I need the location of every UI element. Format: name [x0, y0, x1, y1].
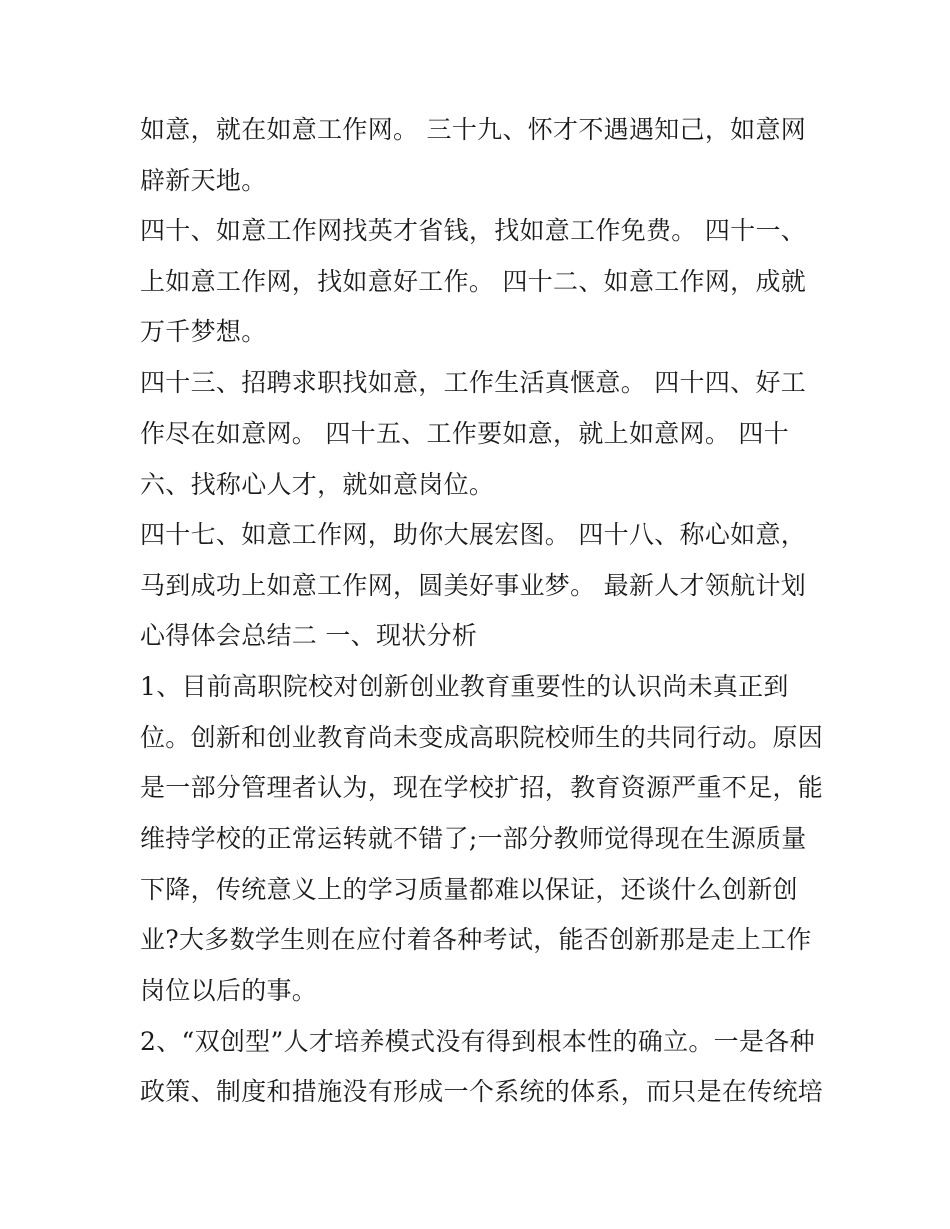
text-line: 辟新天地。 — [140, 166, 267, 195]
text-line: 位。创新和创业教育尚未变成高职院校师生的共同行动。原因 — [140, 723, 824, 752]
text-line: 如意，就在如意工作网。 三十九、怀才不遇遇知己，如意网 — [140, 115, 807, 144]
text-line: 四十七、如意工作网，助你大展宏图。 四十八、称心如意， — [140, 520, 807, 549]
text-line: 上如意工作网，找如意好工作。 四十二、如意工作网，成就 — [140, 267, 807, 296]
text-line: 下降，传统意义上的学习质量都难以保证，还谈什么创新创 — [140, 875, 798, 904]
text-line: 1、目前高职院校对创新创业教育重要性的认识尚未真正到 — [140, 672, 789, 701]
text-line: 心得体会总结二 一、现状分析 — [140, 621, 478, 650]
text-line: 是一部分管理者认为，现在学校扩招，教育资源严重不足，能 — [140, 773, 824, 802]
text-line: 政策、制度和措施没有形成一个系统的体系，而只是在传统培 — [140, 1077, 824, 1106]
text-line: 业?大多数学生则在应付着各种考试，能否创新那是走上工作 — [140, 925, 812, 954]
text-line: 作尽在如意网。 四十五、工作要如意，就上如意网。 四十 — [140, 419, 789, 448]
text-line: 维持学校的正常运转就不错了;一部分教师觉得现在生源质量 — [140, 824, 807, 853]
text-line: 万千梦想。 — [140, 317, 267, 346]
text-line: 马到成功上如意工作网，圆美好事业梦。 最新人才领航计划 — [140, 571, 807, 600]
text-line: 2、“双创型”人才培养模式没有得到根本性的确立。一是各种 — [140, 1027, 815, 1056]
text-line: 四十、如意工作网找英才省钱，找如意工作免费。 四十一、 — [140, 216, 807, 245]
text-line: 四十三、招聘求职找如意，工作生活真惬意。 四十四、好工 — [140, 368, 807, 397]
text-line: 岗位以后的事。 — [140, 976, 318, 1005]
text-line: 六、找称心人才，就如意岗位。 — [140, 470, 495, 499]
